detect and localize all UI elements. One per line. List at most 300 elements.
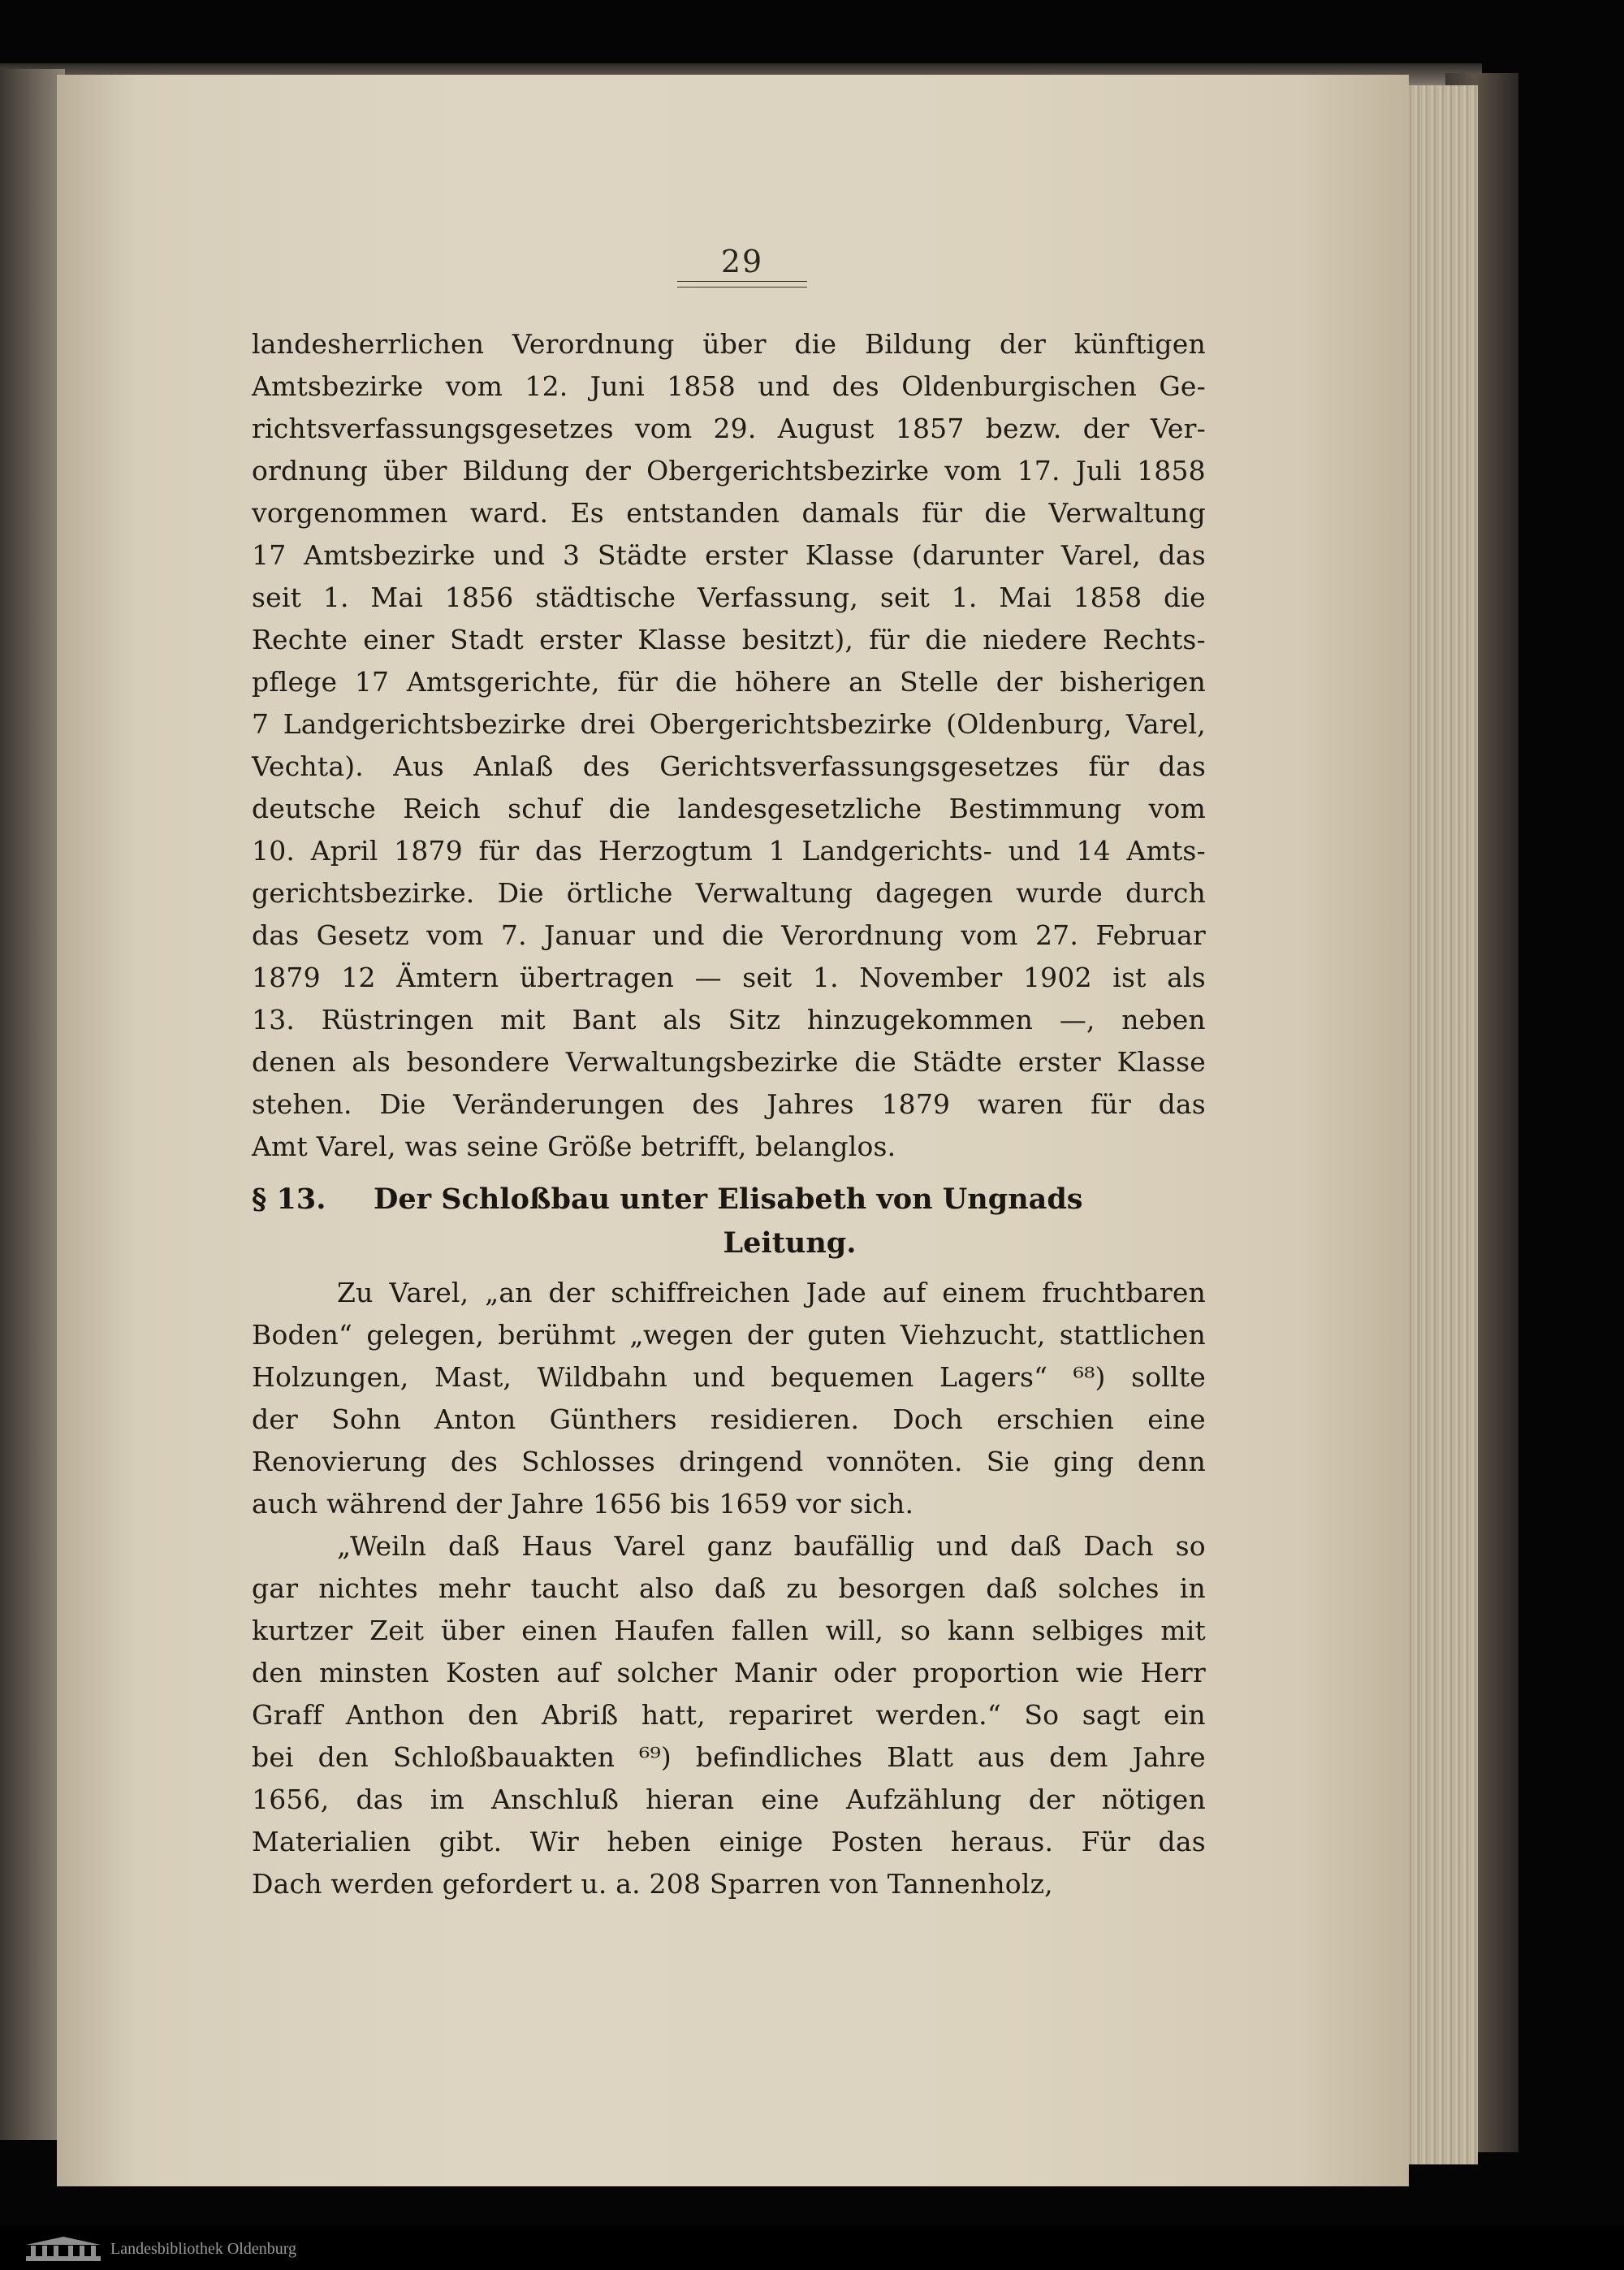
word: das	[252, 919, 300, 951]
word: das	[1158, 1826, 1206, 1857]
word: als	[1167, 962, 1206, 993]
word: Landgerichtsbezirke	[283, 708, 567, 740]
word: über	[383, 455, 447, 486]
word: 1656	[592, 1488, 671, 1520]
word: schuf	[508, 793, 582, 824]
word: wie	[1075, 1657, 1124, 1688]
word: Verwaltung	[695, 877, 853, 909]
word: Bant	[572, 1004, 637, 1036]
word: erster	[539, 624, 623, 655]
word: der	[746, 1319, 793, 1351]
word: Rechte	[252, 624, 348, 655]
body-text	[252, 328, 1206, 1910]
word: Die	[497, 877, 544, 909]
word: seit	[742, 962, 793, 993]
word: das	[1158, 1088, 1206, 1120]
word: Reich	[403, 793, 481, 824]
word: vom	[445, 370, 503, 402]
word: der	[1028, 1784, 1075, 1815]
page-number: 29	[720, 244, 764, 279]
word: Amtsbezirke	[252, 370, 424, 402]
text-line	[252, 413, 1206, 455]
word: „wegen	[629, 1319, 733, 1351]
word: die	[794, 328, 837, 360]
word: seit	[252, 582, 302, 613]
word: und	[693, 1361, 745, 1393]
word: Stadt	[450, 624, 524, 655]
word: besorgen	[838, 1572, 966, 1604]
word: Anlaß	[473, 750, 554, 782]
word: 1.	[322, 582, 349, 613]
word: bequemen	[771, 1361, 914, 1393]
word: und	[758, 370, 810, 402]
word: vonnöten.	[827, 1446, 963, 1477]
word: aus	[977, 1741, 1026, 1773]
word: der	[1000, 328, 1047, 360]
word: 1858	[667, 370, 736, 402]
word: Lagers“	[939, 1361, 1048, 1393]
word: fruchtbaren	[1042, 1277, 1206, 1308]
word: Schlosses	[521, 1446, 656, 1477]
word: Größe	[547, 1131, 641, 1162]
word: Varel,	[1125, 708, 1206, 740]
word: Verordnung	[512, 328, 675, 360]
word: über	[702, 328, 767, 360]
word: hieran	[646, 1784, 735, 1815]
word: 1857	[895, 413, 965, 444]
word: taucht	[530, 1572, 619, 1604]
word: Posten	[831, 1826, 923, 1857]
word: Amts-	[1126, 835, 1206, 867]
word: der	[252, 1403, 299, 1435]
word: waren	[977, 1088, 1064, 1120]
word: daß	[448, 1530, 500, 1562]
word: das	[534, 835, 583, 867]
word: Oldenburgischen	[901, 370, 1138, 402]
word: auf	[882, 1277, 926, 1308]
word: fallen	[731, 1615, 809, 1646]
word: 14	[1076, 835, 1111, 867]
word: Ämtern	[396, 962, 499, 993]
word: dringend	[679, 1446, 804, 1477]
word: Amtsbezirke	[304, 539, 476, 571]
word: Anton	[434, 1403, 516, 1435]
word: besondere	[406, 1046, 551, 1078]
word: das	[356, 1784, 404, 1815]
word: in	[1179, 1572, 1206, 1604]
word: deutsche	[252, 793, 376, 824]
paragraph-2	[252, 1277, 1206, 1530]
word: vom	[634, 413, 693, 444]
word: sagt	[1082, 1699, 1141, 1731]
word: 17	[354, 666, 390, 698]
word: vom	[944, 455, 1002, 486]
page-header	[677, 244, 807, 288]
word: 7.	[500, 919, 527, 951]
word: Herr	[1140, 1657, 1206, 1688]
word: Für	[1081, 1826, 1131, 1857]
word: heben	[607, 1826, 692, 1857]
word: So	[1024, 1699, 1060, 1731]
word: besitzt),	[741, 624, 854, 655]
word: —,	[1059, 1004, 1095, 1036]
text-line	[252, 877, 1206, 919]
word: auch	[252, 1488, 327, 1520]
word: Manir	[733, 1657, 817, 1688]
text-line	[252, 1088, 1206, 1131]
word: die	[608, 793, 651, 824]
word: damals	[801, 497, 900, 529]
word: der	[548, 1277, 595, 1308]
text-line	[252, 750, 1206, 793]
word: Amtsgerichte,	[406, 666, 600, 698]
word: 1858	[1137, 455, 1206, 486]
word: was	[404, 1131, 467, 1162]
word: 10.	[252, 835, 296, 867]
word: Boden“	[252, 1319, 353, 1351]
word: Juli	[1075, 455, 1122, 486]
word: Es	[570, 497, 604, 529]
word: Obergerichtsbezirke	[649, 708, 932, 740]
word: werden	[330, 1868, 443, 1900]
word: Die	[379, 1088, 426, 1120]
word: Bestimmung	[948, 793, 1122, 824]
word: landesgesetzliche	[677, 793, 922, 824]
word: entstanden	[626, 497, 780, 529]
word: pflege	[252, 666, 338, 698]
word: landesherrlichen	[252, 328, 485, 360]
word: vorgenommen	[252, 497, 448, 529]
word: Zeit	[369, 1615, 425, 1646]
word: hatt,	[641, 1699, 706, 1731]
word: bis	[670, 1488, 719, 1520]
word: Mai	[999, 582, 1052, 613]
word: schiffreichen	[611, 1277, 790, 1308]
word: ⁶⁹)	[639, 1741, 672, 1773]
word: daß	[714, 1572, 767, 1604]
word: ganz	[706, 1530, 772, 1562]
word: über	[441, 1615, 505, 1646]
word: 29.	[713, 413, 757, 444]
word: und	[652, 919, 705, 951]
word: und	[935, 1530, 989, 1562]
text-line	[252, 835, 1206, 877]
word: den	[317, 1741, 369, 1773]
word: 208	[649, 1868, 710, 1900]
page-number-rule	[677, 281, 807, 288]
word: Varel,	[389, 1277, 469, 1308]
word: höhere	[735, 666, 831, 698]
word: ordnung	[252, 455, 369, 486]
text-line	[252, 919, 1206, 962]
word: Ver-	[1150, 413, 1206, 444]
word: ist	[1112, 962, 1147, 993]
word: Wildbahn	[537, 1361, 668, 1393]
word: das	[1158, 750, 1206, 782]
word: so	[1175, 1530, 1206, 1562]
word: Klasse	[1116, 1046, 1206, 1078]
word: nichtes	[318, 1572, 418, 1604]
word: 27.	[1034, 919, 1079, 951]
word: Amt	[252, 1131, 317, 1162]
word: für	[1091, 1088, 1131, 1120]
word: 13.	[252, 1004, 296, 1036]
word: denn	[1138, 1446, 1206, 1477]
word: die	[722, 919, 764, 951]
word: drei	[580, 708, 636, 740]
text-line	[252, 1488, 1206, 1530]
word: Jahre	[1132, 1741, 1206, 1773]
word: betrifft,	[641, 1131, 756, 1162]
word: Stelle	[899, 666, 979, 698]
word: für	[1088, 750, 1129, 782]
word: residieren.	[710, 1403, 860, 1435]
word: von	[829, 1868, 888, 1900]
word: Verwaltung	[1048, 497, 1206, 529]
word: Rüstringen	[321, 1004, 474, 1036]
word: Haufen	[614, 1615, 715, 1646]
word: oder	[833, 1657, 896, 1688]
word: u.	[581, 1868, 616, 1900]
word: Wir	[529, 1826, 579, 1857]
word: Kosten	[445, 1657, 540, 1688]
word: solcher	[616, 1657, 718, 1688]
word: November	[859, 962, 1003, 993]
word: 7	[252, 708, 270, 740]
word: Mai	[370, 582, 424, 613]
word: gar	[252, 1572, 299, 1604]
word: auf	[556, 1657, 601, 1688]
word: während	[326, 1488, 456, 1520]
text-line	[252, 1530, 1206, 1572]
text-line	[252, 328, 1206, 370]
word: Dach	[1083, 1530, 1154, 1562]
paragraph-1	[252, 328, 1206, 1173]
word: berühmt	[498, 1319, 616, 1351]
word: für	[478, 835, 520, 867]
word: den	[468, 1699, 519, 1731]
word: als	[663, 1004, 702, 1036]
word: seit	[879, 582, 930, 613]
word: 1.	[812, 962, 839, 993]
word: stattlichen	[1059, 1319, 1206, 1351]
word: Ge-	[1159, 370, 1206, 402]
word: mit	[500, 1004, 546, 1036]
word: Günthers	[549, 1403, 677, 1435]
word: 17.	[1017, 455, 1060, 486]
word: erster	[1017, 1046, 1101, 1078]
word: 3	[562, 539, 581, 571]
word: Jahre	[510, 1488, 593, 1520]
word: Bildung	[462, 455, 570, 486]
word: Sohn	[331, 1403, 401, 1435]
word: selbiges	[1031, 1615, 1144, 1646]
word: bei	[252, 1741, 294, 1773]
text-line	[252, 1699, 1206, 1741]
word: vom	[961, 919, 1018, 951]
word: für	[922, 497, 963, 529]
word: der	[996, 666, 1043, 698]
word: heraus.	[950, 1826, 1054, 1857]
word: sich.	[849, 1488, 914, 1520]
word: Dach	[252, 1868, 331, 1900]
word: im	[430, 1784, 464, 1815]
section-title-line-2: Leitung.	[723, 1226, 857, 1260]
word: Aufzählung	[845, 1784, 1002, 1815]
word: Gesetz	[316, 919, 409, 951]
section-title-line-1: Der Schloßbau unter Elisabeth von Ungnads	[374, 1183, 1083, 1216]
word: des	[582, 750, 630, 782]
word: Schloßbauakten	[392, 1741, 615, 1773]
word: der	[585, 455, 632, 486]
word: 17	[252, 539, 287, 571]
word: erschien	[996, 1403, 1115, 1435]
word: werden.“	[875, 1699, 1001, 1731]
word: eine	[1147, 1403, 1206, 1435]
word: kurtzer	[252, 1615, 353, 1646]
word: ein	[1163, 1699, 1206, 1731]
word: zu	[786, 1572, 818, 1604]
word: Renovierung	[252, 1446, 427, 1477]
word: daß	[1009, 1530, 1062, 1562]
word: den	[252, 1657, 303, 1688]
word: Sitz	[728, 1004, 781, 1036]
word: 1.	[951, 582, 978, 613]
word: eine	[761, 1784, 819, 1815]
section-number: § 13.	[252, 1183, 326, 1216]
word: Zu	[337, 1277, 374, 1308]
word: befindliches	[695, 1741, 863, 1773]
word: 1879	[881, 1088, 951, 1120]
word: will,	[825, 1615, 884, 1646]
word: übertragen	[519, 962, 675, 993]
word: Sparren	[709, 1868, 830, 1900]
word: städtische	[535, 582, 676, 613]
word: Verordnung	[781, 919, 944, 951]
word: die	[925, 624, 968, 655]
text-line	[252, 1046, 1206, 1088]
word: ward.	[469, 497, 549, 529]
section-title-line-2-row	[252, 1226, 1206, 1277]
word: 12	[341, 962, 376, 993]
text-line	[252, 624, 1206, 666]
word: neben	[1121, 1004, 1206, 1036]
word: also	[639, 1572, 694, 1604]
word: stehen.	[252, 1088, 352, 1120]
word: —	[694, 962, 722, 993]
word: gefordert	[442, 1868, 581, 1900]
word: 1879	[252, 962, 321, 993]
text-line	[252, 1131, 1206, 1173]
word: hinzugekommen	[806, 1004, 1034, 1036]
word: das	[1158, 539, 1206, 571]
word: Bildung	[864, 328, 972, 360]
text-line	[252, 1004, 1206, 1046]
word: die	[854, 1046, 897, 1078]
text-line	[252, 455, 1206, 497]
word: Veränderungen	[453, 1088, 665, 1120]
word: nötigen	[1101, 1784, 1206, 1815]
word: Vechta).	[252, 750, 364, 782]
text-line	[252, 962, 1206, 1004]
word: 1858	[1073, 582, 1142, 613]
word: vor	[796, 1488, 850, 1520]
word: Jahres	[767, 1088, 854, 1120]
word: Tannenholz,	[887, 1868, 1053, 1900]
word: seine	[466, 1131, 548, 1162]
word: des	[450, 1446, 499, 1477]
word: an	[849, 666, 883, 698]
word: vom	[1148, 793, 1206, 824]
word: Blatt	[887, 1741, 954, 1773]
word: belanglos.	[755, 1131, 896, 1162]
word: Februar	[1095, 919, 1206, 951]
word: Herzogtum	[598, 835, 753, 867]
text-line	[252, 1741, 1206, 1784]
word: wurde	[1016, 877, 1104, 909]
text-line	[252, 1572, 1206, 1615]
word: für	[869, 624, 910, 655]
word: April	[310, 835, 378, 867]
word: Anthon	[345, 1699, 445, 1731]
word: für	[617, 666, 659, 698]
text-line	[252, 582, 1206, 624]
word: Gerichtsverfassungsgesetzes	[659, 750, 1060, 782]
word: 1902	[1022, 962, 1092, 993]
word: dagegen	[875, 877, 994, 909]
text-line	[252, 1868, 1206, 1910]
word: kann	[947, 1615, 1015, 1646]
word: Juni	[590, 370, 645, 402]
text-line	[252, 1615, 1206, 1657]
text-line	[252, 1277, 1206, 1319]
word: sollte	[1131, 1361, 1206, 1393]
word: der	[1082, 413, 1129, 444]
word: durch	[1125, 877, 1206, 909]
word: solches	[1057, 1572, 1160, 1604]
word: minsten	[319, 1657, 430, 1688]
text-line	[252, 1826, 1206, 1868]
word: Aus	[393, 750, 444, 782]
paragraph-3	[252, 1530, 1206, 1910]
word: Viehzucht,	[900, 1319, 1046, 1351]
word: daß	[986, 1572, 1038, 1604]
word: 1	[768, 835, 786, 867]
text-line	[252, 497, 1206, 539]
word: guten	[807, 1319, 887, 1351]
word: 1856	[444, 582, 514, 613]
word: künftigen	[1073, 328, 1206, 360]
word: die	[675, 666, 718, 698]
word: August	[777, 413, 875, 444]
text-line	[252, 1446, 1206, 1488]
word: 1659	[719, 1488, 797, 1520]
word: (darunter	[911, 539, 1044, 571]
left-book-board	[0, 69, 65, 2140]
text-line	[252, 793, 1206, 835]
word: Sie	[986, 1446, 1030, 1477]
word: proportion	[912, 1657, 1060, 1688]
word: gelegen,	[366, 1319, 485, 1351]
word: Städte	[597, 539, 688, 571]
word: die	[984, 497, 1027, 529]
text-line	[252, 708, 1206, 750]
word: einen	[521, 1615, 598, 1646]
word: gibt.	[438, 1826, 503, 1857]
word: Varel,	[1060, 539, 1141, 571]
word: örtliche	[566, 877, 673, 909]
word: einer	[363, 624, 434, 655]
